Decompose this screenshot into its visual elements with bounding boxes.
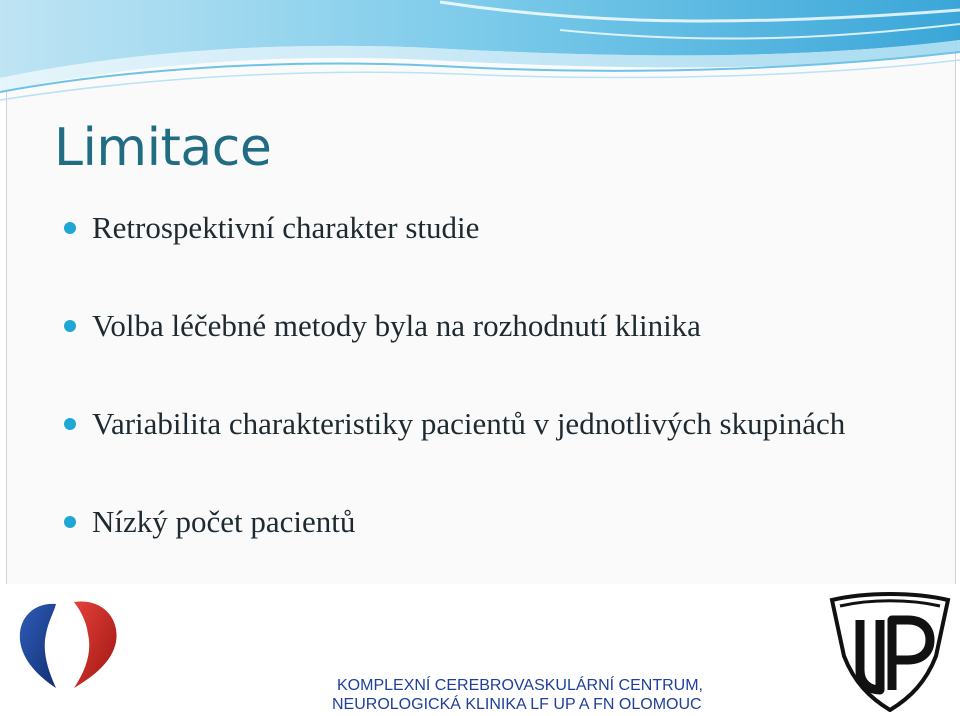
bullet-list bbox=[64, 208, 924, 542]
up-shield-logo-icon bbox=[826, 586, 954, 712]
bullet-item: Volba léčebné metody byla na rozhodnutí klinika bbox=[64, 306, 924, 346]
footer bbox=[0, 584, 960, 716]
slide-title: Limitace bbox=[54, 118, 272, 178]
heart-shape-logo-icon bbox=[12, 596, 124, 692]
footer-line-2: NEUROLOGICKÁ KLINIKA LF UP A FN OLOMOUC bbox=[332, 696, 702, 713]
top-wave-banner bbox=[0, 0, 960, 110]
bullet-item: Retrospektivní charakter studie bbox=[64, 208, 924, 248]
bullet-item: Variabilita charakteristiky pacientů v jednotlivých skupinách bbox=[64, 404, 924, 444]
footer-line-1: KOMPLEXNÍ CEREBROVASKULÁRNÍ CENTRUM, bbox=[337, 677, 703, 694]
bullet-item: Nízký počet pacientů bbox=[64, 502, 924, 542]
footer-institution-text bbox=[300, 676, 760, 714]
